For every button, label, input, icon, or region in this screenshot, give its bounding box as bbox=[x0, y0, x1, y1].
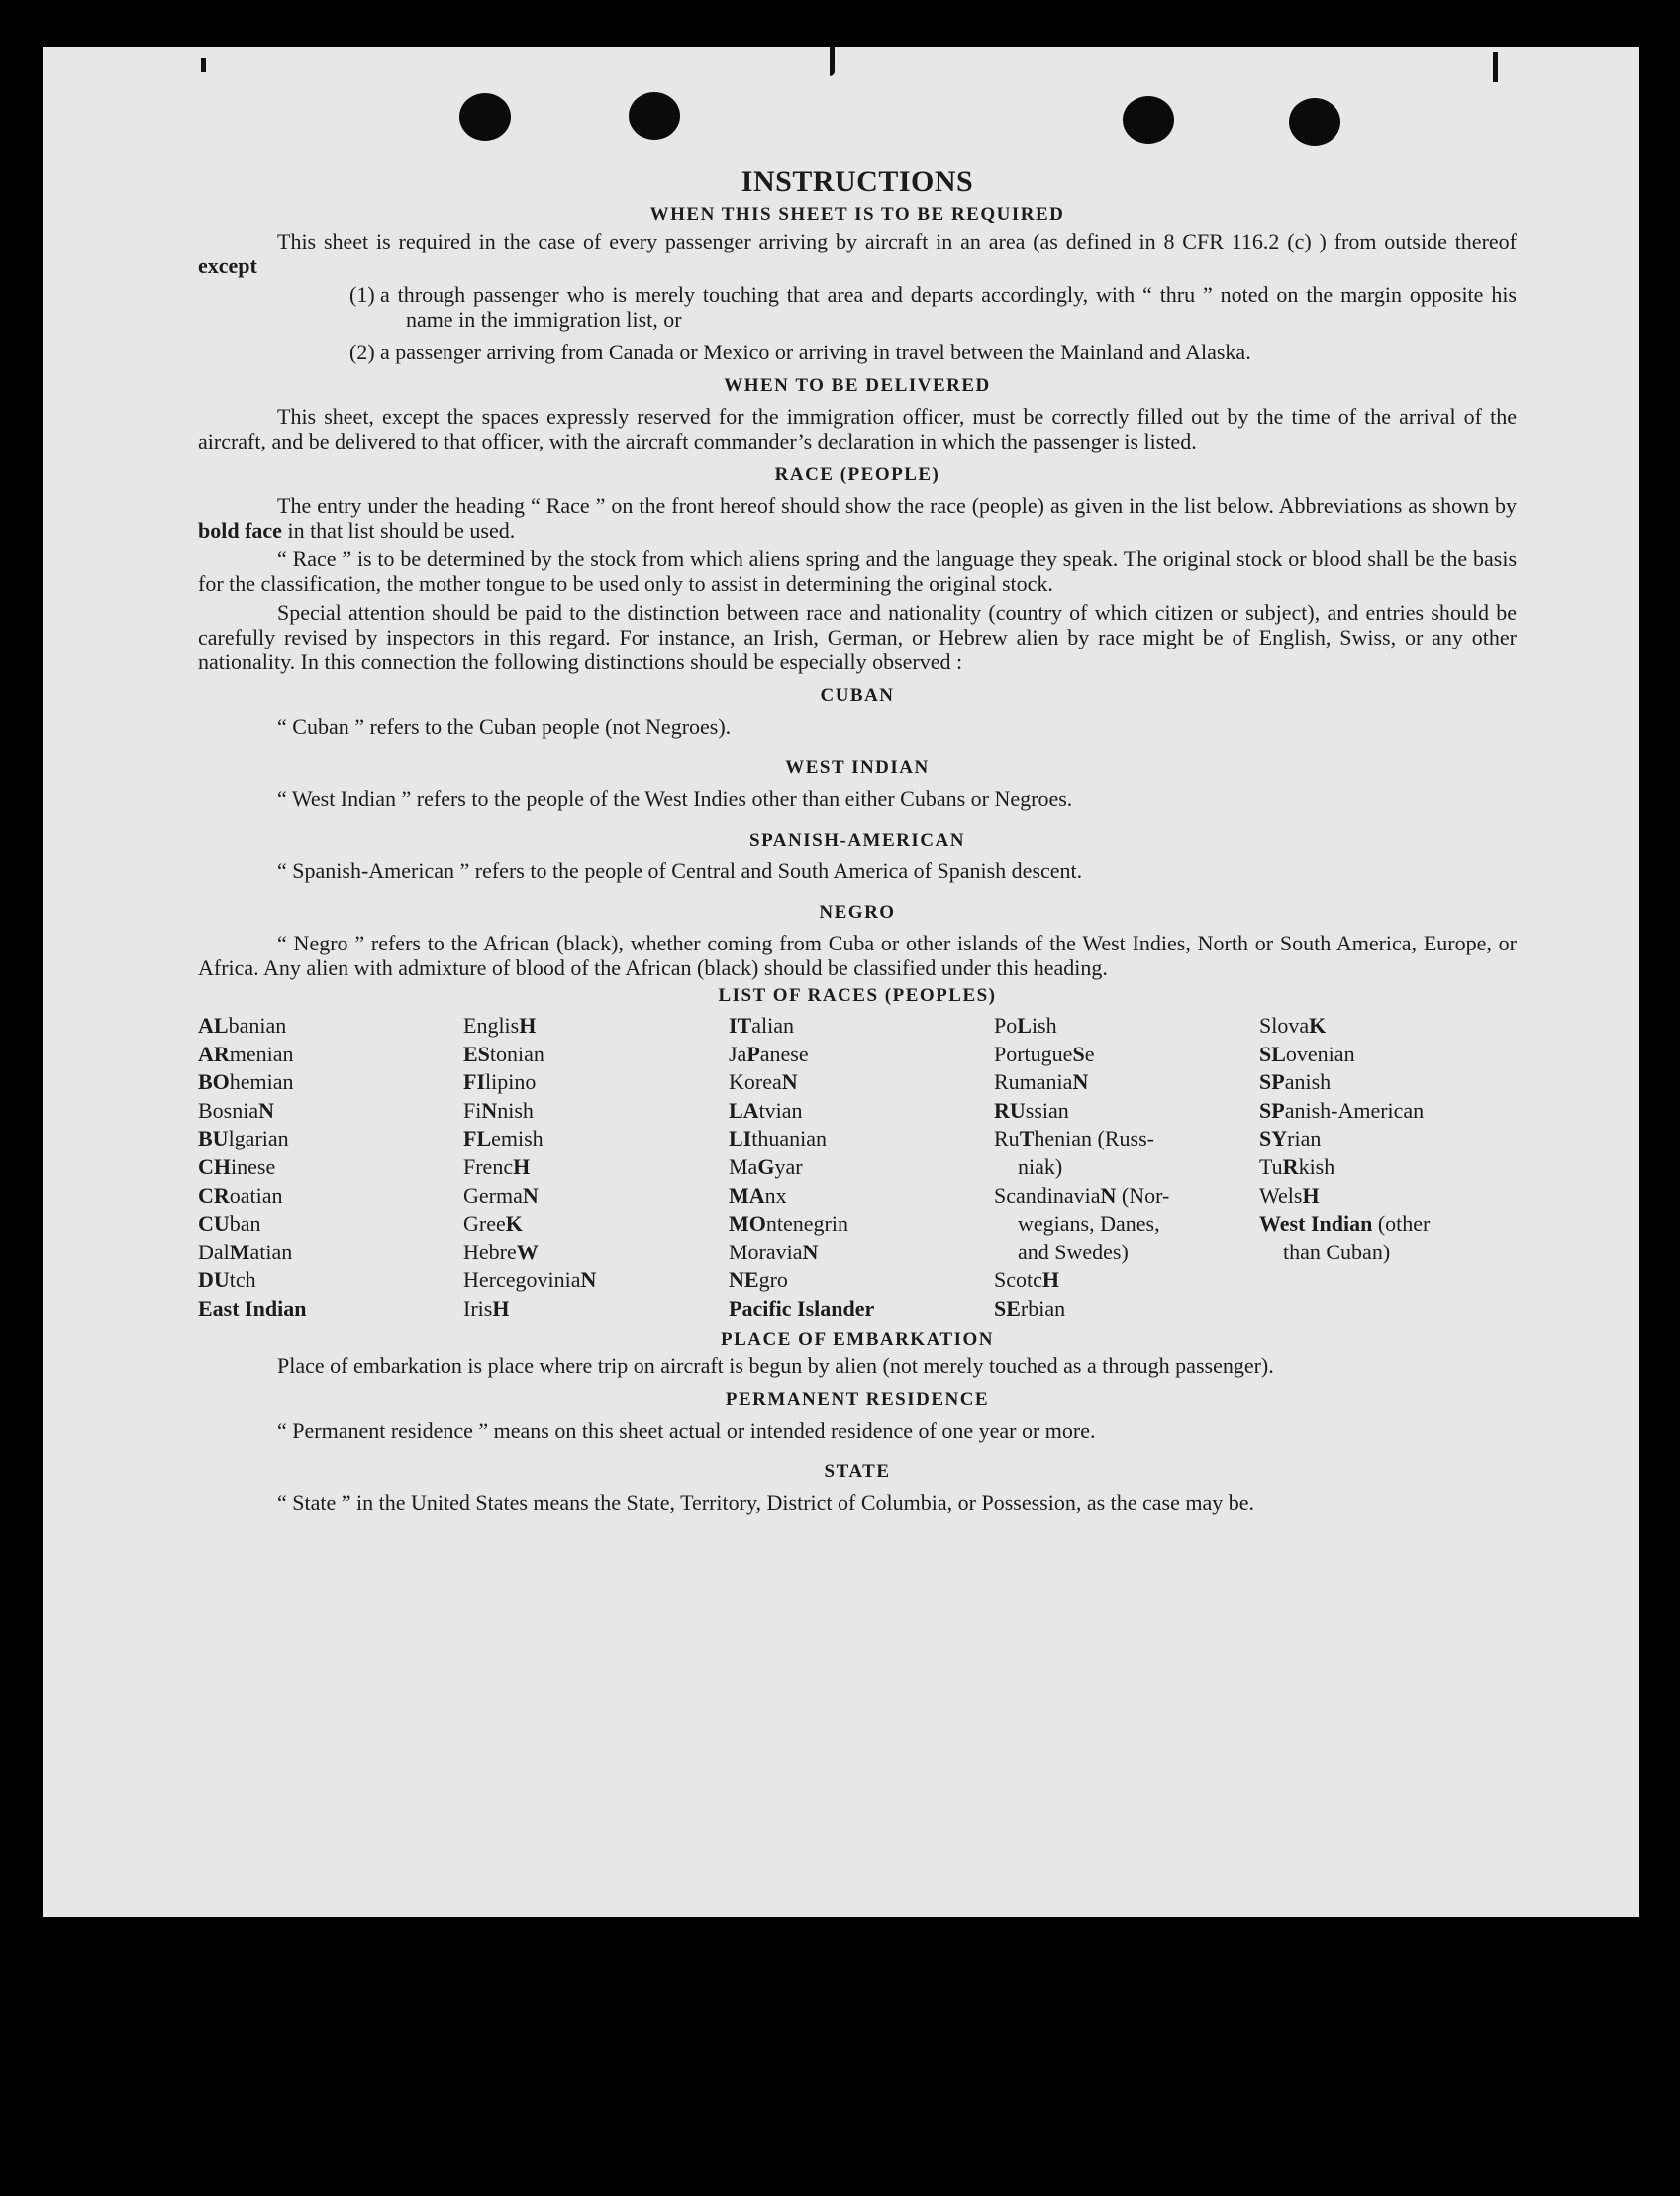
race-entry: and Swedes) bbox=[1018, 1239, 1129, 1264]
race-entry: SlovaK bbox=[1259, 1013, 1327, 1038]
paragraph: “ Race ” is to be determined by the stock from which aliens spring and the language they speak. The original stock or blood shall be the basis for the classification, the mother tongue to be used only to assist in determining the original stock. bbox=[198, 547, 1517, 596]
paragraph: The entry under the heading “ Race ” on the front hereof should show the race (people) as given in the list below. Abbreviations as shown by bold face in that list should be used. bbox=[198, 493, 1517, 543]
race-entry: MoraviaN bbox=[729, 1239, 819, 1264]
exception-item: (1) a through passenger who is merely touching that area and departs accordingly, with “ thru ” noted on the margin opposite his name in the immigration list, or bbox=[349, 282, 1517, 332]
race-entry: SYrian bbox=[1259, 1126, 1322, 1151]
race-column bbox=[994, 1012, 1259, 1324]
section-heading: SPANISH-AMERICAN bbox=[749, 830, 965, 850]
race-entry: BUlgarian bbox=[198, 1126, 289, 1151]
race-entry: MOntenegrin bbox=[729, 1211, 848, 1237]
paragraph: “ State ” in the United States means the State, Territory, District of Columbia, or Possession, as the case may be. bbox=[277, 1489, 1255, 1515]
section-heading: WHEN THIS SHEET IS TO BE REQUIRED bbox=[649, 204, 1065, 225]
paragraph: “ West Indian ” refers to the people of the West Indies other than either Cubans or Negroes. bbox=[277, 786, 1073, 811]
race-entry: JaPanese bbox=[729, 1041, 809, 1066]
race-entry: than Cuban) bbox=[1283, 1239, 1391, 1264]
section-heading: CUBAN bbox=[820, 685, 895, 706]
race-entry: CHinese bbox=[198, 1153, 276, 1179]
punch-hole bbox=[1123, 96, 1174, 144]
scan-mark bbox=[1493, 52, 1498, 82]
race-entry: wegians, Danes, bbox=[1018, 1211, 1160, 1237]
race-entry: niak) bbox=[1018, 1153, 1063, 1179]
race-entry: IrisH bbox=[463, 1295, 510, 1321]
race-entry: PoLish bbox=[994, 1013, 1057, 1038]
race-entry: KoreaN bbox=[729, 1069, 798, 1095]
punch-hole bbox=[629, 92, 680, 140]
race-entry: ITalian bbox=[729, 1013, 795, 1038]
race-entry: RuThenian (Russ- bbox=[994, 1126, 1154, 1151]
page-title: INSTRUCTIONS bbox=[741, 165, 974, 198]
paragraph: This sheet is required in the case of every passenger arriving by aircraft in an area (as defined in 8 CFR 116.2 (c) ) from outside thereof except bbox=[198, 229, 1517, 278]
race-entry: PortugueSe bbox=[994, 1041, 1095, 1066]
section-heading: WEST INDIAN bbox=[785, 757, 930, 778]
section-heading: PERMANENT RESIDENCE bbox=[725, 1388, 990, 1410]
race-entry: MaGyar bbox=[729, 1153, 803, 1179]
race-entry: East Indian bbox=[198, 1295, 307, 1321]
race-entry: LIthuanian bbox=[729, 1126, 828, 1151]
race-column bbox=[198, 1012, 463, 1324]
race-column bbox=[729, 1012, 994, 1324]
document-sheet bbox=[43, 47, 1639, 1917]
paragraph: “ Spanish-American ” refers to the people of Central and South America of Spanish descent. bbox=[277, 858, 1083, 883]
race-entry: SPanish-American bbox=[1259, 1097, 1425, 1123]
race-entry: SLovenian bbox=[1259, 1041, 1355, 1066]
race-entry: Pacific Islander bbox=[729, 1295, 875, 1321]
race-entry: FiNnish bbox=[463, 1097, 534, 1123]
paragraph: Place of embarkation is place where trip on aircraft is begun by alien (not merely touched as a through passenger). bbox=[277, 1352, 1274, 1378]
section-heading: NEGRO bbox=[819, 902, 896, 923]
race-entry: FrencH bbox=[463, 1153, 531, 1179]
section-heading: WHEN TO BE DELIVERED bbox=[724, 375, 991, 396]
section-heading: PLACE OF EMBARKATION bbox=[721, 1328, 994, 1349]
paragraph: “ Permanent residence ” means on this sheet actual or intended residence of one year or more. bbox=[277, 1417, 1096, 1443]
race-entry: NEgro bbox=[729, 1267, 788, 1293]
race-entry: DalMatian bbox=[198, 1239, 293, 1264]
scan-mark bbox=[201, 58, 206, 72]
paragraph: “ Cuban ” refers to the Cuban people (not Negroes). bbox=[277, 714, 732, 739]
race-entry: BosniaN bbox=[198, 1097, 275, 1123]
race-entry: WelsH bbox=[1259, 1182, 1320, 1208]
race-entry: ScandinaviaN (Nor- bbox=[994, 1182, 1170, 1208]
paragraph: This sheet, except the spaces expressly reserved for the immigration officer, must be correctly filled out by the time of the arrival of the aircraft, and be delivered to that officer, with the aircraft commander’s declaration in which the passenger is listed. bbox=[198, 404, 1517, 453]
race-entry: GermaN bbox=[463, 1182, 539, 1208]
exception-item: (2) a passenger arriving from Canada or Mexico or arriving in travel between the Mainland and Alaska. bbox=[349, 340, 1251, 364]
section-heading: LIST OF RACES (PEOPLES) bbox=[718, 985, 997, 1006]
race-entry: FIlipino bbox=[463, 1069, 537, 1095]
race-entry: CRoatian bbox=[198, 1182, 283, 1208]
race-entry: ARmenian bbox=[198, 1041, 294, 1066]
race-entry: HercegoviniaN bbox=[463, 1267, 597, 1293]
paragraph: “ Negro ” refers to the African (black), whether coming from Cuba or other islands of the West Indies, North or South America, Europe, or Africa. Any alien with admixture of blood of the African (black) should be classified under this heading. bbox=[198, 931, 1517, 980]
punch-hole bbox=[459, 93, 511, 141]
race-entry: GreeK bbox=[463, 1211, 523, 1237]
race-entry: SErbian bbox=[994, 1295, 1066, 1321]
race-entry: FLemish bbox=[463, 1126, 544, 1151]
race-entry: EnglisH bbox=[463, 1013, 537, 1038]
race-entry: LAtvian bbox=[729, 1097, 803, 1123]
race-column bbox=[463, 1012, 729, 1324]
race-column bbox=[1259, 1012, 1517, 1324]
race-entry: TuRkish bbox=[1259, 1153, 1335, 1179]
race-entry: DUtch bbox=[198, 1267, 256, 1293]
section-heading: RACE (PEOPLE) bbox=[774, 464, 940, 485]
race-entry: HebreW bbox=[463, 1239, 539, 1264]
race-entry: RumaniaN bbox=[994, 1069, 1089, 1095]
race-entry: ScotcH bbox=[994, 1267, 1060, 1293]
race-entry: BOhemian bbox=[198, 1069, 294, 1095]
scan-mark bbox=[830, 47, 835, 76]
section-heading: STATE bbox=[824, 1460, 891, 1482]
race-entry: West Indian (other bbox=[1259, 1211, 1431, 1237]
race-entry: CUban bbox=[198, 1211, 261, 1237]
race-entry: SPanish bbox=[1259, 1069, 1332, 1095]
paragraph: Special attention should be paid to the distinction between race and nationality (country of which citizen or subject), and entries should be carefully revised by inspectors in this regard. For instance, an Irish, German, or Hebrew alien by race might be of English, Swiss, or any other nationality. In this connection the following distinctions should be especially observed : bbox=[198, 600, 1517, 674]
race-entry: ALbanian bbox=[198, 1013, 287, 1038]
instructions-content bbox=[198, 165, 1517, 1519]
race-list bbox=[198, 1012, 1517, 1324]
punch-hole bbox=[1289, 98, 1340, 146]
race-entry: RUssian bbox=[994, 1097, 1069, 1123]
race-entry: MAnx bbox=[729, 1182, 787, 1208]
race-entry: EStonian bbox=[463, 1041, 544, 1066]
